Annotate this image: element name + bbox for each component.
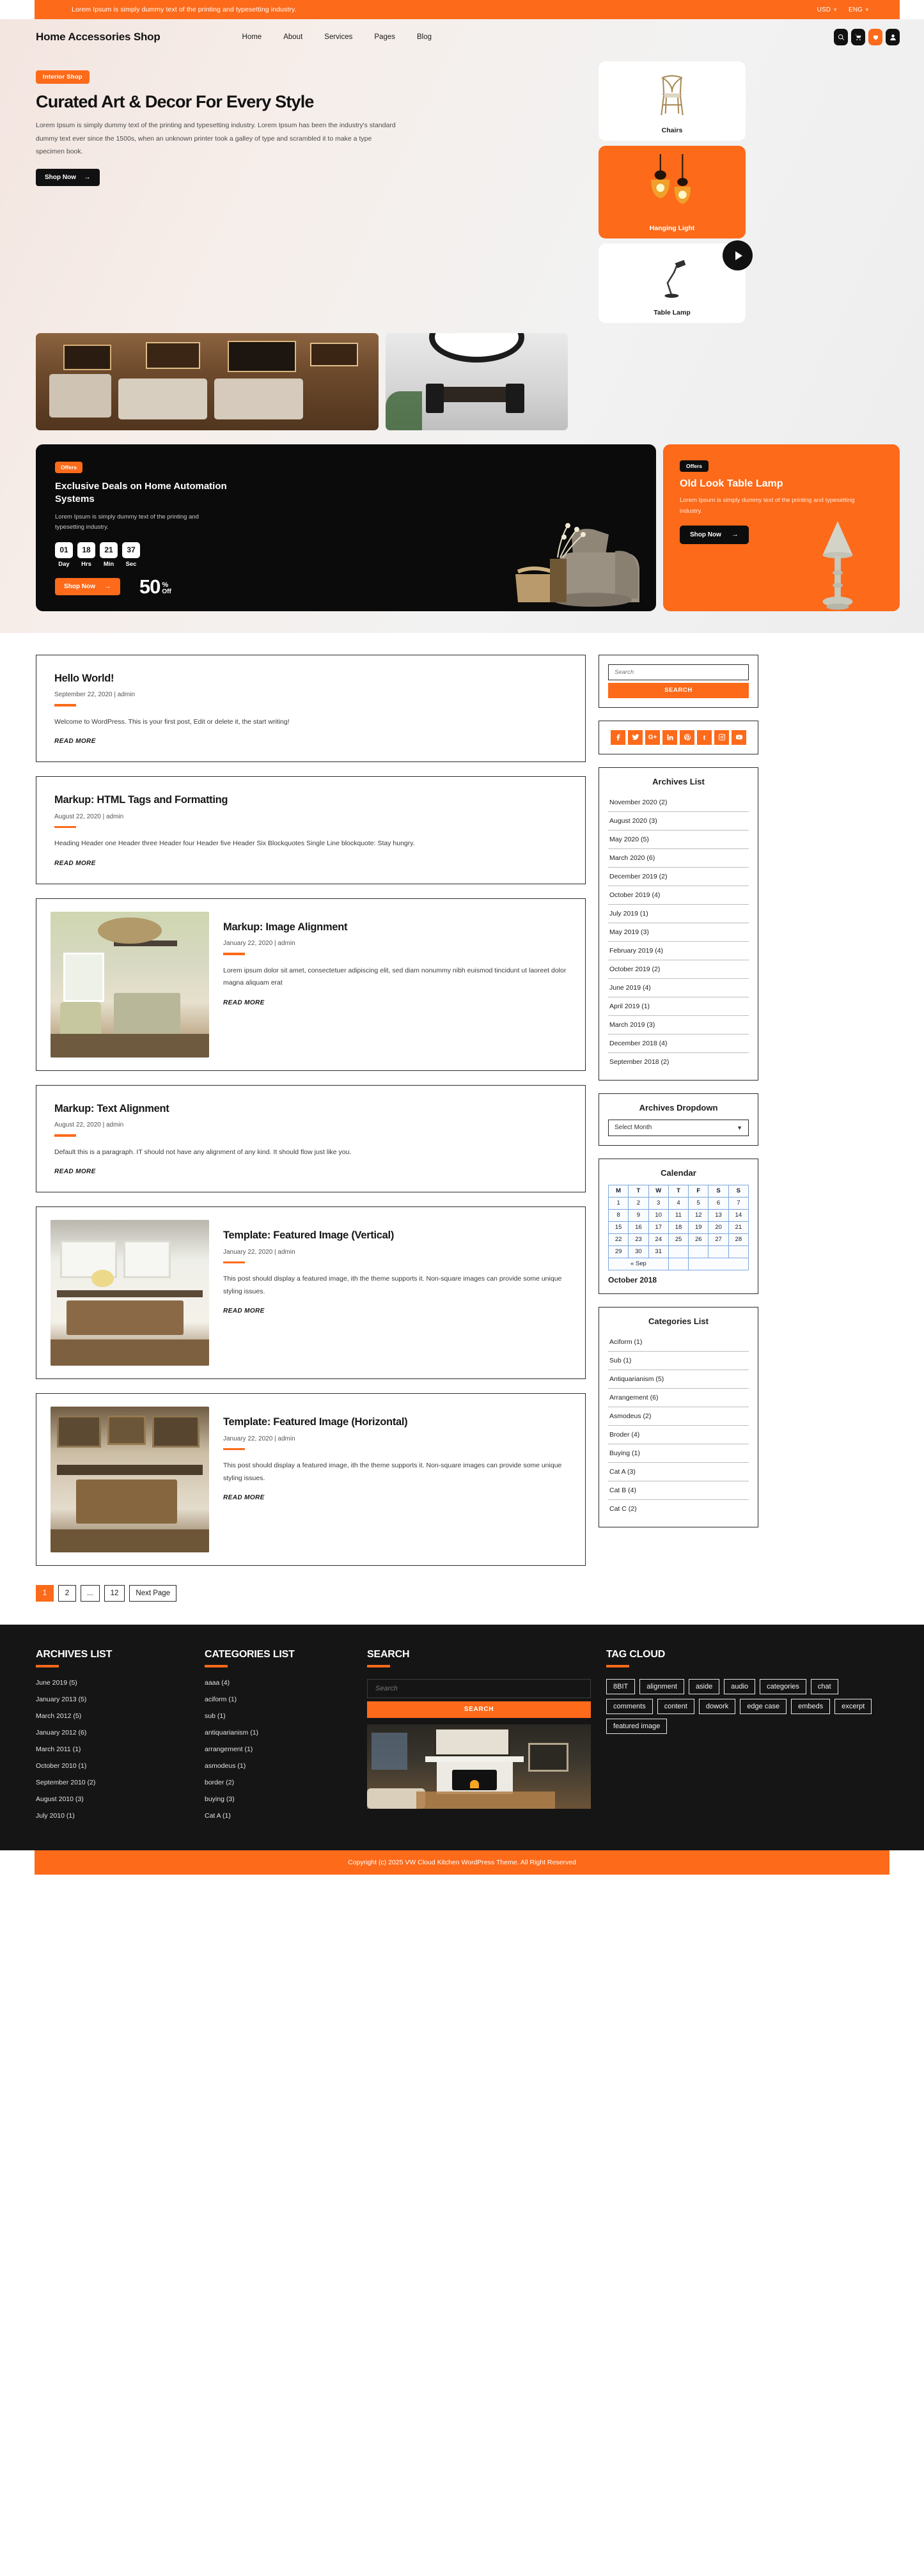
tag-item[interactable]: excerpt bbox=[834, 1699, 872, 1714]
lamp-image bbox=[800, 515, 875, 611]
nav-item-blog[interactable]: Blog bbox=[417, 33, 432, 41]
title-underline bbox=[223, 953, 245, 955]
calendar-day[interactable]: 26 bbox=[689, 1233, 709, 1245]
arrow-right-icon: → bbox=[731, 531, 739, 539]
calendar-day[interactable]: 25 bbox=[668, 1233, 688, 1245]
hero-shop-now-button[interactable] bbox=[36, 169, 100, 186]
content-area bbox=[0, 633, 924, 1621]
footer-column-title: TAG CLOUD bbox=[606, 1649, 666, 1660]
category-item[interactable]: Cat B (4) bbox=[608, 1481, 749, 1500]
post-body bbox=[223, 912, 571, 1008]
post-card bbox=[36, 1085, 586, 1193]
pagination-page-2[interactable]: 2 bbox=[58, 1585, 76, 1602]
calendar-day[interactable]: 28 bbox=[728, 1233, 748, 1245]
footer-category-item[interactable]: asmodeus (1) bbox=[205, 1761, 246, 1770]
footer-column-title: ARCHIVES LIST bbox=[36, 1649, 113, 1660]
chevron-down-icon: ∨ bbox=[865, 6, 869, 12]
post-excerpt: Default this is a paragraph. IT should not have any alignment of any kind. It should flow just like you. bbox=[54, 1148, 352, 1156]
archives-select-value: Select Month bbox=[615, 1124, 652, 1132]
footer-archive-item[interactable]: March 2011 (1) bbox=[36, 1745, 81, 1753]
countdown-sec bbox=[122, 542, 140, 568]
post-meta: September 22, 2020 | admin bbox=[54, 691, 136, 699]
currency-selector[interactable] bbox=[817, 6, 837, 13]
instagram-icon[interactable] bbox=[714, 730, 729, 745]
top-announcement-bar bbox=[35, 0, 900, 19]
read-more-link[interactable]: READ MORE bbox=[223, 1308, 265, 1315]
chevron-down-icon: ▼ bbox=[737, 1124, 742, 1131]
promo-row bbox=[0, 430, 924, 611]
archive-item[interactable]: April 2019 (1) bbox=[608, 997, 749, 1016]
tag-item[interactable]: comments bbox=[606, 1699, 653, 1714]
post-title[interactable]: Template: Featured Image (Vertical) bbox=[223, 1229, 395, 1242]
tag-item[interactable]: edge case bbox=[740, 1699, 787, 1714]
promo-card-automation bbox=[36, 444, 656, 611]
post-card bbox=[36, 655, 586, 763]
calendar-nav-spacer bbox=[668, 1258, 688, 1270]
category-item[interactable]: Asmodeus (2) bbox=[608, 1407, 749, 1426]
category-card-list bbox=[599, 60, 746, 323]
post-title[interactable]: Markup: HTML Tags and Formatting bbox=[54, 794, 228, 806]
post-meta: January 22, 2020 | admin bbox=[223, 1435, 295, 1442]
post-excerpt: This post should display a featured image, ith the theme supports it. Non-square images can provide some unique styling issues. bbox=[223, 1462, 562, 1482]
countdown-value: 01 bbox=[55, 542, 73, 558]
footer-column-title: CATEGORIES LIST bbox=[205, 1649, 295, 1660]
copyright-bar: Copyright (c) 2025 VW Cloud Kitchen WordPress Theme. All Right Reserved bbox=[35, 1850, 889, 1875]
calendar-day[interactable]: 4 bbox=[668, 1197, 688, 1209]
promo-paragraph: Lorem Ipsum is simply dummy text of the printing and typesetting industry. bbox=[680, 497, 855, 515]
heart-icon[interactable] bbox=[868, 29, 882, 45]
title-underline bbox=[54, 704, 76, 706]
calendar-day[interactable]: 22 bbox=[609, 1233, 629, 1245]
calendar-day[interactable]: 10 bbox=[648, 1209, 668, 1221]
calendar-day[interactable]: 16 bbox=[629, 1221, 648, 1233]
post-excerpt: Welcome to WordPress. This is your first post, Edit or delete it, the start writing! bbox=[54, 717, 290, 726]
post-meta: August 22, 2020 | admin bbox=[54, 813, 124, 820]
footer-categories-list bbox=[205, 1679, 352, 1820]
archive-item[interactable]: March 2020 (6) bbox=[608, 849, 749, 868]
post-meta: August 22, 2020 | admin bbox=[54, 1121, 124, 1129]
hero-title: Curated Art & Decor For Every Style bbox=[36, 92, 314, 111]
tag-item[interactable]: chat bbox=[811, 1679, 838, 1694]
footer-archive-item[interactable]: January 2012 (6) bbox=[36, 1728, 87, 1737]
calendar-day[interactable]: 5 bbox=[689, 1197, 709, 1209]
footer-archive-item[interactable]: October 2010 (1) bbox=[36, 1761, 87, 1770]
archive-item[interactable]: October 2019 (2) bbox=[608, 960, 749, 979]
search-icon[interactable] bbox=[834, 29, 848, 45]
post-body bbox=[223, 1220, 571, 1316]
footer-category-item[interactable]: Cat A (1) bbox=[205, 1811, 231, 1820]
hero-content bbox=[0, 55, 924, 323]
footer-archive-item[interactable]: August 2010 (3) bbox=[36, 1795, 84, 1803]
category-card-chairs[interactable] bbox=[599, 61, 746, 141]
nav-item-pages[interactable]: Pages bbox=[374, 33, 395, 41]
widget-archives-list bbox=[599, 767, 758, 1081]
footer-category-item[interactable]: border (2) bbox=[205, 1778, 235, 1786]
googleplus-icon[interactable]: G+ bbox=[645, 730, 660, 745]
calendar-day[interactable]: 18 bbox=[668, 1221, 688, 1233]
search-input[interactable] bbox=[608, 664, 749, 680]
title-underline bbox=[367, 1665, 390, 1667]
tumblr-icon[interactable]: t bbox=[697, 730, 712, 745]
site-footer bbox=[0, 1625, 924, 1850]
countdown-label: Hrs bbox=[81, 560, 91, 568]
pagination bbox=[36, 1580, 586, 1621]
calendar-day-empty bbox=[689, 1245, 709, 1258]
language-selector[interactable] bbox=[849, 6, 869, 13]
countdown-min bbox=[100, 542, 118, 568]
linkedin-icon[interactable] bbox=[662, 730, 677, 745]
calendar-week-row bbox=[609, 1233, 749, 1245]
arrow-right-icon: → bbox=[83, 173, 91, 182]
footer-column-title: SEARCH bbox=[367, 1649, 410, 1660]
calendar-day[interactable]: 3 bbox=[648, 1197, 668, 1209]
hero-cta-label: Shop Now bbox=[45, 174, 76, 182]
calendar-day[interactable]: 13 bbox=[709, 1209, 728, 1221]
calendar-day-empty bbox=[668, 1245, 688, 1258]
widget-archives-dropdown bbox=[599, 1093, 758, 1146]
calendar-week-row bbox=[609, 1221, 749, 1233]
calendar-day[interactable]: 21 bbox=[728, 1221, 748, 1233]
countdown-label: Min bbox=[103, 560, 114, 568]
widget-social-links bbox=[599, 721, 758, 754]
gallery-image-lounge bbox=[36, 333, 379, 430]
title-underline bbox=[205, 1665, 228, 1667]
read-more-link[interactable]: READ MORE bbox=[54, 1168, 96, 1176]
post-thumbnail[interactable] bbox=[51, 1407, 209, 1552]
footer-category-item[interactable]: buying (3) bbox=[205, 1795, 235, 1803]
widget-title: Calendar bbox=[661, 1167, 696, 1178]
user-icon[interactable] bbox=[886, 29, 900, 45]
hero-section bbox=[0, 19, 924, 633]
category-item[interactable]: Arrangement (6) bbox=[608, 1389, 749, 1407]
post-title[interactable]: Hello World! bbox=[54, 672, 114, 684]
footer-archive-item[interactable]: June 2019 (5) bbox=[36, 1678, 77, 1687]
weekday-sa: S bbox=[709, 1185, 728, 1197]
pagination-next-page[interactable]: Next Page bbox=[129, 1585, 176, 1602]
title-underline bbox=[36, 1665, 59, 1667]
title-underline bbox=[223, 1261, 245, 1264]
weekday-m: M bbox=[609, 1185, 629, 1197]
weekday-su: S bbox=[728, 1185, 748, 1197]
promo-title: Old Look Table Lamp bbox=[680, 478, 783, 489]
blog-post-list bbox=[36, 655, 586, 1621]
calendar-day[interactable]: 2 bbox=[629, 1197, 648, 1209]
arrow-right-icon: → bbox=[104, 582, 111, 591]
archive-item[interactable]: March 2019 (3) bbox=[608, 1016, 749, 1034]
footer-archive-item[interactable]: July 2010 (1) bbox=[36, 1811, 75, 1820]
footer-category-item[interactable]: sub (1) bbox=[205, 1712, 226, 1720]
countdown-hrs bbox=[77, 542, 95, 568]
youtube-icon[interactable] bbox=[732, 730, 746, 745]
read-more-link[interactable]: READ MORE bbox=[223, 1494, 265, 1502]
widget-categories-list bbox=[599, 1307, 758, 1527]
calendar-day[interactable]: 23 bbox=[629, 1233, 648, 1245]
promo-cta-label: Shop Now bbox=[690, 531, 721, 539]
footer-search-column bbox=[367, 1649, 591, 1829]
discount-off-label: Off bbox=[162, 588, 171, 596]
post-body bbox=[223, 1407, 571, 1503]
promo-cta-label: Shop Now bbox=[64, 583, 95, 591]
footer-category-item[interactable]: aciform (1) bbox=[205, 1695, 237, 1703]
countdown-value: 37 bbox=[122, 542, 140, 558]
footer-category-item[interactable]: aaaa (4) bbox=[205, 1678, 230, 1687]
tag-item[interactable]: alignment bbox=[639, 1679, 684, 1694]
post-excerpt: Heading Header one Header three Header four Header five Header Six Blockquotes Single Line blockquote: Stay hungry. bbox=[54, 839, 415, 848]
tag-item[interactable]: dowork bbox=[699, 1699, 735, 1714]
play-video-button[interactable] bbox=[723, 240, 753, 270]
post-card bbox=[36, 1393, 586, 1566]
main-navigation bbox=[0, 19, 924, 55]
hanging-light-image bbox=[599, 151, 746, 221]
read-more-link[interactable]: READ MORE bbox=[54, 859, 96, 867]
category-label: Chairs bbox=[661, 127, 683, 134]
calendar-day[interactable]: 7 bbox=[728, 1197, 748, 1209]
tag-item[interactable]: 8BIT bbox=[606, 1679, 635, 1694]
category-item[interactable]: Aciform (1) bbox=[608, 1333, 749, 1352]
footer-columns bbox=[36, 1649, 888, 1829]
calendar-week-row bbox=[609, 1245, 749, 1258]
footer-archive-item[interactable]: January 2013 (5) bbox=[36, 1695, 87, 1703]
calendar-nav-spacer bbox=[689, 1258, 749, 1270]
archive-item[interactable]: November 2020 (2) bbox=[608, 793, 749, 812]
sidebar bbox=[599, 655, 758, 1621]
promo-shop-now-button[interactable] bbox=[680, 526, 749, 544]
calendar-week-row bbox=[609, 1197, 749, 1209]
archive-item[interactable]: December 2019 (2) bbox=[608, 868, 749, 886]
facebook-icon[interactable] bbox=[611, 730, 625, 745]
tag-item[interactable]: content bbox=[657, 1699, 694, 1714]
gallery-image-conference bbox=[386, 333, 568, 430]
calendar-day[interactable]: 8 bbox=[609, 1209, 629, 1221]
post-title[interactable]: Markup: Text Alignment bbox=[54, 1102, 169, 1114]
promo-badge: Offers bbox=[680, 460, 709, 472]
title-underline bbox=[54, 826, 76, 829]
discount-badge bbox=[139, 575, 171, 598]
hero-paragraph: Lorem Ipsum is simply dummy text of the printing and typesetting industry. Lorem Ipsum has been the industry's standard dummy text ever since the 1500s, when an unknown printer took a galley of type and scrambled it to make a type specimen book. bbox=[36, 121, 396, 155]
archives-list bbox=[608, 793, 749, 1071]
category-item[interactable]: Sub (1) bbox=[608, 1352, 749, 1370]
post-excerpt: This post should display a featured image, ith the theme supports it. Non-square images can provide some unique styling issues. bbox=[223, 1275, 562, 1295]
countdown-day bbox=[55, 542, 73, 568]
footer-archives-column bbox=[36, 1649, 189, 1829]
calendar-day[interactable]: 30 bbox=[629, 1245, 648, 1258]
title-underline bbox=[606, 1665, 629, 1667]
post-card bbox=[36, 776, 586, 884]
category-item[interactable]: Broder (4) bbox=[608, 1426, 749, 1444]
chevron-down-icon: ∨ bbox=[833, 6, 838, 12]
calendar-day[interactable]: 20 bbox=[709, 1221, 728, 1233]
post-title[interactable]: Template: Featured Image (Horizontal) bbox=[223, 1416, 408, 1428]
promo-paragraph: Lorem Ipsum is simply dummy text of the printing and typesetting industry. bbox=[55, 513, 199, 531]
post-card bbox=[36, 1206, 586, 1379]
promo-badge: Offers bbox=[55, 462, 82, 473]
widget-title: Categories List bbox=[648, 1316, 709, 1326]
nav-item-services[interactable]: Services bbox=[324, 33, 353, 41]
calendar-day[interactable]: 31 bbox=[648, 1245, 668, 1258]
pagination-page-1[interactable]: 1 bbox=[36, 1585, 54, 1602]
nav-item-home[interactable]: Home bbox=[242, 33, 262, 41]
footer-category-item[interactable]: arrangement (1) bbox=[205, 1745, 253, 1753]
post-card bbox=[36, 898, 586, 1071]
category-item[interactable]: Buying (1) bbox=[608, 1444, 749, 1463]
footer-tagcloud-column bbox=[606, 1649, 888, 1829]
archive-item[interactable]: May 2019 (3) bbox=[608, 923, 749, 942]
footer-archives-list bbox=[36, 1679, 189, 1820]
post-meta: January 22, 2020 | admin bbox=[223, 1248, 295, 1256]
widget-calendar bbox=[599, 1159, 758, 1294]
promo-card-table-lamp bbox=[663, 444, 900, 611]
nav-links bbox=[242, 33, 432, 41]
category-card-hanging-light[interactable] bbox=[599, 146, 746, 238]
calendar-day-empty bbox=[728, 1245, 748, 1258]
calendar-table bbox=[608, 1185, 749, 1270]
footer-category-item[interactable]: antiquarianism (1) bbox=[205, 1728, 259, 1737]
calendar-day[interactable]: 27 bbox=[709, 1233, 728, 1245]
category-item[interactable]: Cat A (3) bbox=[608, 1463, 749, 1481]
weekday-f: F bbox=[689, 1185, 709, 1197]
tag-item[interactable]: categories bbox=[760, 1679, 806, 1694]
widget-search bbox=[599, 655, 758, 708]
archive-item[interactable]: October 2019 (4) bbox=[608, 886, 749, 905]
calendar-day[interactable]: 24 bbox=[648, 1233, 668, 1245]
archive-item[interactable]: December 2018 (4) bbox=[608, 1034, 749, 1053]
footer-archive-item[interactable]: March 2012 (5) bbox=[36, 1712, 82, 1720]
footer-fireplace-image bbox=[367, 1724, 591, 1809]
footer-search-button[interactable]: SEARCH bbox=[367, 1701, 591, 1718]
calendar-weekday-row bbox=[609, 1185, 749, 1197]
title-underline bbox=[54, 1134, 76, 1137]
footer-search-input[interactable] bbox=[367, 1679, 591, 1698]
post-excerpt: Lorem ipsum dolor sit amet, consectetuer adipiscing elit, sed diam nonummy nibh euismod tincidunt ut laoreet dolor magna aliquam erat bbox=[223, 966, 567, 987]
countdown-label: Day bbox=[58, 560, 70, 568]
category-item[interactable]: Cat C (2) bbox=[609, 1504, 637, 1513]
social-icon-row bbox=[608, 730, 749, 745]
widget-title: Archives Dropdown bbox=[639, 1102, 718, 1112]
pinterest-icon[interactable] bbox=[680, 730, 694, 745]
language-label: ENG bbox=[849, 6, 863, 13]
discount-number: 50 bbox=[139, 575, 161, 598]
nav-item-about[interactable]: About bbox=[283, 33, 303, 41]
archive-item[interactable]: May 2020 (5) bbox=[608, 831, 749, 849]
twitter-icon[interactable] bbox=[628, 730, 643, 745]
post-thumbnail[interactable] bbox=[51, 1220, 209, 1366]
category-label: Table Lamp bbox=[654, 309, 691, 316]
calendar-day[interactable]: 29 bbox=[609, 1245, 629, 1258]
discount-percent-sign: % bbox=[162, 581, 169, 589]
cart-icon[interactable] bbox=[851, 29, 865, 45]
topbar-selectors bbox=[817, 6, 869, 13]
title-underline bbox=[223, 1448, 245, 1451]
archive-item[interactable]: August 2020 (3) bbox=[608, 812, 749, 831]
countdown-label: Sec bbox=[125, 560, 137, 568]
calendar-day[interactable]: 14 bbox=[728, 1209, 748, 1221]
archive-item[interactable]: June 2019 (4) bbox=[608, 979, 749, 997]
calendar-week-row bbox=[609, 1209, 749, 1221]
weekday-t: T bbox=[629, 1185, 648, 1197]
hero-gallery bbox=[0, 323, 924, 430]
read-more-link[interactable]: READ MORE bbox=[54, 738, 96, 745]
calendar-day-empty bbox=[709, 1245, 728, 1258]
site-brand[interactable]: Home Accessories Shop bbox=[36, 31, 161, 43]
archive-item[interactable]: July 2019 (1) bbox=[608, 905, 749, 923]
calendar-day[interactable]: 19 bbox=[689, 1221, 709, 1233]
calendar-month-label: October 2018 bbox=[608, 1275, 657, 1284]
calendar-day[interactable]: 17 bbox=[648, 1221, 668, 1233]
countdown-value: 18 bbox=[77, 542, 95, 558]
categories-list bbox=[608, 1333, 749, 1518]
hero-badge: Interior Shop bbox=[36, 70, 90, 84]
category-label: Hanging Light bbox=[649, 224, 695, 232]
archive-item[interactable]: February 2019 (4) bbox=[608, 942, 749, 960]
promo-shop-now-button[interactable] bbox=[55, 578, 120, 595]
widget-title: Archives List bbox=[652, 776, 705, 786]
tag-item[interactable]: aside bbox=[689, 1679, 719, 1694]
pagination-page-12[interactable]: 12 bbox=[104, 1585, 125, 1602]
calendar-day[interactable]: 1 bbox=[609, 1197, 629, 1209]
category-item[interactable]: Antiquarianism (5) bbox=[608, 1370, 749, 1389]
calendar-nav-row bbox=[609, 1258, 749, 1270]
post-thumbnail[interactable] bbox=[51, 912, 209, 1058]
calendar-prev-month[interactable]: « Sep bbox=[609, 1258, 669, 1270]
tag-item[interactable]: audio bbox=[724, 1679, 755, 1694]
calendar-day[interactable]: 15 bbox=[609, 1221, 629, 1233]
hero-text-block bbox=[36, 60, 586, 323]
read-more-link[interactable]: READ MORE bbox=[223, 999, 265, 1006]
nav-icon-group bbox=[834, 29, 900, 45]
promo-title: Exclusive Deals on Home Automation Systems bbox=[55, 481, 227, 505]
currency-label: USD bbox=[817, 6, 831, 13]
footer-categories-column bbox=[205, 1649, 352, 1829]
weekday-w: W bbox=[648, 1185, 668, 1197]
search-button[interactable]: SEARCH bbox=[608, 683, 749, 698]
tag-item[interactable]: featured image bbox=[606, 1719, 667, 1734]
tag-item[interactable]: embeds bbox=[791, 1699, 830, 1714]
armchair-image bbox=[496, 490, 656, 611]
announcement-text: Lorem Ipsum is simply dummy text of the printing and typesetting industry. bbox=[72, 6, 297, 13]
calendar-day[interactable]: 11 bbox=[668, 1209, 688, 1221]
calendar-day[interactable]: 6 bbox=[709, 1197, 728, 1209]
post-title[interactable]: Markup: Image Alignment bbox=[223, 921, 348, 933]
pagination-ellipsis: ... bbox=[81, 1585, 100, 1602]
archives-select[interactable] bbox=[608, 1120, 749, 1136]
weekday-th: T bbox=[668, 1185, 688, 1197]
calendar-day[interactable]: 12 bbox=[689, 1209, 709, 1221]
calendar-day[interactable]: 9 bbox=[629, 1209, 648, 1221]
countdown-value: 21 bbox=[100, 542, 118, 558]
chair-image bbox=[599, 66, 746, 123]
post-meta: January 22, 2020 | admin bbox=[223, 940, 295, 948]
footer-archive-item[interactable]: September 2010 (2) bbox=[36, 1778, 96, 1786]
archive-item[interactable]: September 2018 (2) bbox=[609, 1058, 670, 1066]
tag-cloud bbox=[606, 1679, 888, 1734]
